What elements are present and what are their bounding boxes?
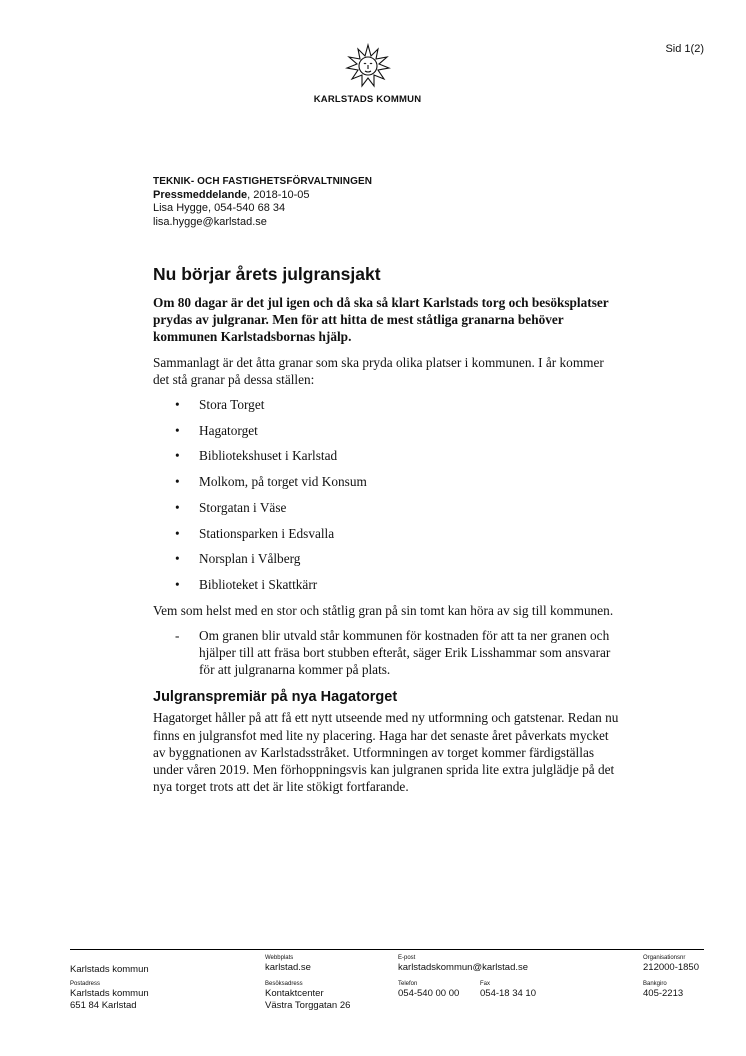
footer-orgnr-caption: Organisationsnr [643,955,686,961]
sun-face-icon [345,43,391,89]
lead-paragraph: Om 80 dagar är det jul igen och då ska så klart Karlstads torg och besöksplatser prydas av julgranar. Men för att hitta de mest ståtliga granarna behöver kommunen Karlstadsbornas hjälp. [153,295,609,345]
header-logo [300,43,435,105]
paragraph-2: Vem som helst med en stor och ståtlig gran på sin tomt kan höra av sig till kommunen. [153,602,614,618]
footer-email: karlstadskommun@karlstad.se [398,962,529,973]
list-item: • Stora Torget [175,397,265,413]
list-item: • Molkom, på torget vid Konsum [175,474,367,490]
page-number: Sid 1(2) [665,43,704,55]
footer-orgnr: 212000-1850 [643,962,699,973]
footer-bankgiro: 405-2213 [643,988,684,999]
doc-date: , 2018-10-05 [247,188,310,201]
list-item: • Storgatan i Väse [175,499,287,515]
logo-text: KARLSTADS KOMMUN [313,94,422,105]
footer-postal-name: Karlstads kommun [70,988,149,999]
quote-item: - Om granen blir utvald står kommunen för kostnaden för att ta ner granen och hjälper till att fräsa bort stubben efteråt, säger Erik Lisshammar som ansvarar för att julgranarna kommer på plats. [175,627,611,678]
footer-visit-caption: Besöksadress [265,981,303,987]
list-item: • Stationsparken i Edsvalla [175,525,335,541]
footer-fax: 054-18 34 10 [480,988,536,999]
doc-type-line [153,189,372,203]
footer [70,949,704,1011]
sender-block [153,175,372,229]
footer-postal-caption: Postadress [70,981,101,987]
contact-email: lisa.hygge@karlstad.se [153,215,267,228]
footer-fax-caption: Fax [480,981,491,987]
list-item: • Bibliotekshuset i Karlstad [175,448,338,464]
footer-visit-name: Kontaktcenter [265,988,324,999]
list-item: • Biblioteket i Skattkärr [175,576,318,592]
footer-phone: 054-540 00 00 [398,988,460,999]
footer-phone-caption: Telefon [398,981,418,987]
paragraph-1: Sammanlagt är det åtta granar som ska pryda olika platser i kommunen. I år kommer det stå granar på dessa ställen: [153,354,604,387]
footer-web: karlstad.se [265,962,311,973]
places-list [153,396,623,593]
footer-bankgiro-caption: Bankgiro [643,981,667,987]
quote-list [153,627,623,679]
footer-org-name: Karlstads kommun [70,964,149,975]
contact-name-phone: Lisa Hygge, 054-540 68 34 [153,202,286,214]
footer-web-caption: Webbplats [265,955,294,961]
footer-postal-address: 651 84 Karlstad [70,999,137,1011]
list-item: • Norsplan i Vålberg [175,551,301,567]
article [153,264,623,803]
footer-visit-street: Västra Torggatan 26 [265,999,351,1011]
department: TEKNIK- OCH FASTIGHETSFÖRVALTNINGEN [153,176,373,187]
article-title: Nu börjar årets julgransjakt [153,264,381,284]
doc-type: Pressmeddelande [153,188,248,201]
paragraph-3: Hagatorget håller på att få ett nytt utseende med ny utformning och gatstenar. Redan nu finns en julgransfot med lite ny placering. Haga har det senaste året påverkats mycket av byggnationen av Karlstadsstråket. Utformningen av torget kommer färdigställas under våren 2019. Men förhoppningsvis kan julgranen sprida lite extra julglädje på det nya torget trots att det är lite stökigt fortfarande. [153,710,619,795]
list-item: • Hagatorget [175,422,258,438]
subheading: Julgranspremiär på nya Hagatorget [153,689,398,706]
footer-email-caption: E-post [398,955,416,961]
